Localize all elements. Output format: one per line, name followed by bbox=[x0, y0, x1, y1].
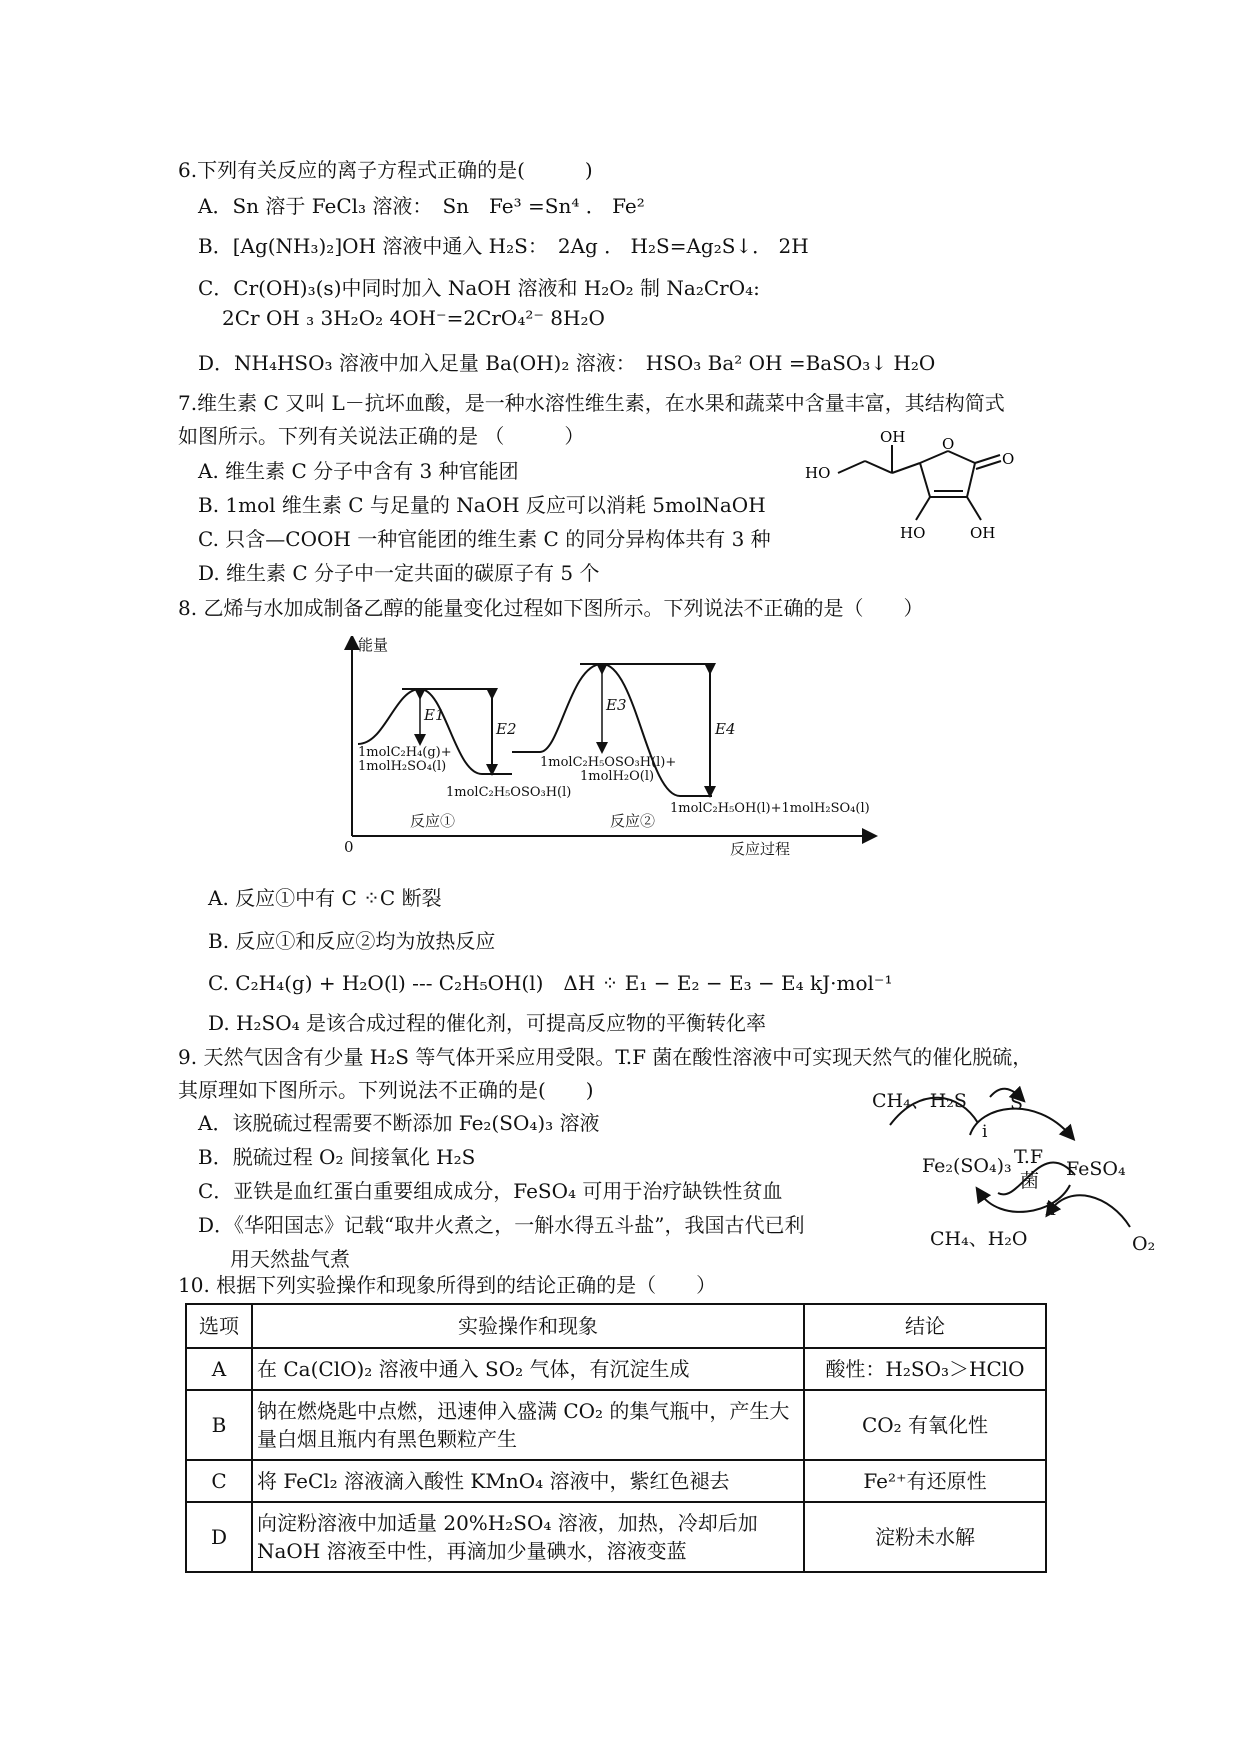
o2-arrow bbox=[1050, 1195, 1130, 1227]
q6-b-equation: 2Ag ． H₂S=Ag₂S↓． 2H bbox=[557, 234, 809, 258]
q6-d-equation: HSO₃ Ba² OH =BaSO₃↓ H₂O bbox=[645, 351, 936, 375]
q6-c-equation: 2Cr OH ₃ 3H₂O₂ 4OH⁻=2CrO₄²⁻ 8H₂O bbox=[222, 306, 605, 330]
origin-label: 0 bbox=[344, 838, 354, 856]
reaction-2-label: 反应② bbox=[610, 812, 656, 830]
q7-stem-line2: 如图所示。下列有关说法正确的是 （ ） bbox=[178, 424, 585, 448]
reaction-1-label: 反应① bbox=[410, 812, 456, 830]
e3-label: E3 bbox=[606, 696, 627, 714]
q7-option-b: B. 1mol 维生素 C 与足量的 NaOH 反应可以消耗 5molNaOH bbox=[198, 493, 766, 517]
q6-stem: 6.下列有关反应的离子方程式正确的是( ) bbox=[178, 158, 593, 182]
energy-diagram bbox=[340, 636, 915, 861]
q6-a-equation: Sn Fe³ =Sn⁴ ． Fe² bbox=[442, 194, 645, 218]
vitamin-c-structure bbox=[800, 425, 1060, 550]
table-row bbox=[186, 1348, 1046, 1390]
struct-ho-bottom: HO bbox=[900, 524, 926, 542]
x-axis-label: 反应过程 bbox=[730, 840, 791, 858]
mid2-label-2: 1molH₂O(l) bbox=[580, 769, 655, 784]
row-operation: 钠在燃烧匙中点燃，迅速伸入盛满 CO₂ 的集气瓶中，产生大量白烟且瓶内有黑色颗粒产生 bbox=[252, 1390, 804, 1460]
q9-option-d-line2: 用天然盐气煮 bbox=[230, 1247, 350, 1271]
cycle-right: FeSO₄ bbox=[1066, 1158, 1126, 1180]
e1-label: E1 bbox=[424, 706, 445, 724]
table-header-row bbox=[186, 1304, 1046, 1348]
row-option: D bbox=[186, 1502, 252, 1572]
q9-option-d-line1: D．《华阳国志》记载“取井火煮之，一斛水得五斗盐”，我国古代已利 bbox=[198, 1213, 805, 1237]
e4-label: E4 bbox=[715, 720, 736, 738]
q6-option-d bbox=[198, 350, 935, 376]
q8-option-d: D. H₂SO₄ 是该合成过程的催化剂，可提高反应物的平衡转化率 bbox=[208, 1011, 766, 1035]
y-axis-label: 能量 bbox=[358, 636, 389, 654]
mid2-label-1: 1molC₂H₅OSO₃H(l)+ bbox=[540, 755, 677, 770]
struct-o-carbonyl: O bbox=[1002, 450, 1015, 468]
row-conclusion: 酸性：H₂SO₃＞HClO bbox=[804, 1348, 1046, 1390]
struct-o-ring: O bbox=[942, 435, 955, 453]
q6-b-text: B．[Ag(NH₃)₂]OH 溶液中通入 H₂S： bbox=[198, 234, 548, 258]
desulfurization-cycle bbox=[870, 1075, 1170, 1265]
q8-option-a: A. 反应①中有 C ⁘C 断裂 bbox=[208, 886, 442, 910]
cycle-input: CH₄、H₂S bbox=[872, 1090, 967, 1112]
q8-stem: 8. 乙烯与水加成制备乙醇的能量变化过程如下图所示。下列说法不正确的是（ ） bbox=[178, 596, 924, 620]
row-operation: 向淀粉溶液中加适量 20%H₂SO₄ 溶液，加热，冷却后加NaOH 溶液至中性，再滴加少量碘水，溶液变蓝 bbox=[252, 1502, 804, 1572]
row-conclusion: Fe²⁺有还原性 bbox=[804, 1460, 1046, 1502]
start-label-2: 1molH₂SO₄(l) bbox=[358, 759, 447, 774]
row-option: A bbox=[186, 1348, 252, 1390]
q9-option-c: C．亚铁是血红蛋白重要组成成分，FeSO₄ 可用于治疗缺铁性贫血 bbox=[198, 1179, 783, 1203]
q7-option-a: A. 维生素 C 分子中含有 3 种官能团 bbox=[198, 459, 519, 483]
struct-oh-top: OH bbox=[880, 428, 906, 446]
struct-ho-left: HO bbox=[805, 464, 831, 482]
q6-option-a bbox=[198, 193, 645, 219]
struct-oh-bottom: OH bbox=[970, 524, 996, 542]
q9-option-b: B．脱硫过程 O₂ 间接氧化 H₂S bbox=[198, 1145, 476, 1169]
cycle-center-2: 菌 bbox=[1020, 1170, 1040, 1192]
row-operation: 将 FeCl₂ 溶液滴入酸性 KMnO₄ 溶液中，紫红色褪去 bbox=[252, 1460, 804, 1502]
experiment-table bbox=[185, 1303, 1047, 1573]
header-operation: 实验操作和现象 bbox=[252, 1304, 804, 1348]
q6-d-text: D．NH₄HSO₃ 溶液中加入足量 Ba(OH)₂ 溶液： bbox=[198, 351, 636, 375]
header-option: 选项 bbox=[186, 1304, 252, 1348]
cycle-center-1: T.F bbox=[1014, 1146, 1044, 1168]
row-option: C bbox=[186, 1460, 252, 1502]
q7-option-d: D. 维生素 C 分子中一定共面的碳原子有 5 个 bbox=[198, 561, 600, 585]
q8-option-c: C. C₂H₄(g) + H₂O(l) --- C₂H₅OH(l) ΔH ⁘ E₁ − E₂ − E₃ − E₄ kJ·mol⁻¹ bbox=[208, 971, 893, 995]
cycle-step-i: i bbox=[982, 1122, 988, 1142]
q7-option-c: C. 只含—COOH 一种官能团的维生素 C 的同分异构体共有 3 种 bbox=[198, 527, 771, 551]
row-option: B bbox=[186, 1390, 252, 1460]
q6-option-c: C．Cr(OH)₃(s)中同时加入 NaOH 溶液和 H₂O₂ 制 Na₂CrO₄: bbox=[198, 276, 760, 300]
table-row bbox=[186, 1390, 1046, 1460]
e2-label: E2 bbox=[496, 720, 517, 738]
row-operation: 在 Ca(ClO)₂ 溶液中通入 SO₂ 气体，有沉淀生成 bbox=[252, 1348, 804, 1390]
cycle-o2: O₂ bbox=[1132, 1233, 1156, 1255]
header-conclusion: 结论 bbox=[804, 1304, 1046, 1348]
q9-option-a: A．该脱硫过程需要不断添加 Fe₂(SO₄)₃ 溶液 bbox=[198, 1111, 600, 1135]
row-conclusion: 淀粉未水解 bbox=[804, 1502, 1046, 1572]
q7-stem-line1: 7.维生素 C 又叫 L－抗坏血酸，是一种水溶性维生素，在水果和蔬菜中含量丰富，其结构简式 bbox=[178, 391, 1005, 415]
row-conclusion: CO₂ 有氧化性 bbox=[804, 1390, 1046, 1460]
product-label: 1molC₂H₅OH(l)+1molH₂SO₄(l) bbox=[670, 801, 870, 816]
start-label-1: 1molC₂H₄(g)+ bbox=[358, 745, 452, 760]
table-row bbox=[186, 1502, 1046, 1572]
q8-option-b: B. 反应①和反应②均为放热反应 bbox=[208, 929, 496, 953]
table-row bbox=[186, 1460, 1046, 1502]
q6-option-b bbox=[198, 233, 809, 259]
q10-stem: 10. 根据下列实验操作和现象所得到的结论正确的是（ ） bbox=[178, 1273, 717, 1297]
cycle-step-ii: ii bbox=[1045, 1200, 1056, 1220]
q6-a-text: A．Sn 溶于 FeCl₃ 溶液： bbox=[198, 194, 433, 218]
cycle-left: Fe₂(SO₄)₃ bbox=[922, 1155, 1012, 1177]
q9-stem-line2: 其原理如下图所示。下列说法不正确的是( ) bbox=[178, 1078, 594, 1102]
q9-stem-line1: 9. 天然气因含有少量 H₂S 等气体开采应用受限。T.F 菌在酸性溶液中可实现天然气的催化脱硫， bbox=[178, 1045, 1033, 1069]
intermediate-label: 1molC₂H₅OSO₃H(l) bbox=[446, 785, 572, 800]
cycle-output: CH₄、H₂O bbox=[930, 1228, 1028, 1250]
cycle-s: S bbox=[1010, 1092, 1024, 1114]
